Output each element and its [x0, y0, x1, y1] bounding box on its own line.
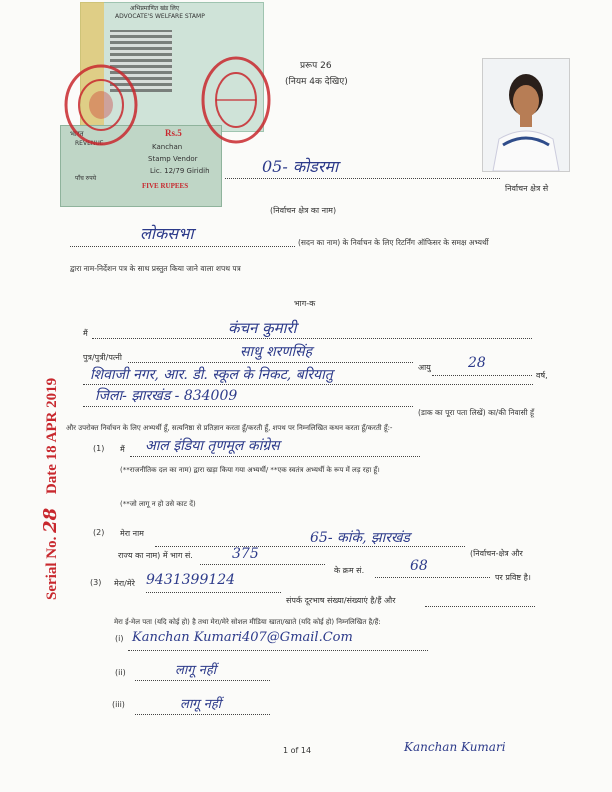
item3-line2: मेरा ई-मेल पता (यदि कोई हो) है तथा मेरा/मेरे सोशल मीडिया खाता/खाते (यदि कोई हो) निम्नलिखित है/हैं:: [114, 618, 381, 626]
notary-seal-left: [62, 62, 140, 148]
item2-serial-dotted-line: [375, 577, 490, 578]
constituency-value: 05- कोडरमा: [262, 157, 339, 176]
name-label: मैं: [83, 329, 88, 338]
constituency-caption: (निर्वाचन क्षेत्र का नाम): [270, 206, 337, 215]
age-suffix: वर्ष,: [536, 371, 548, 380]
sub-iii-dotted-line: [135, 714, 270, 715]
item1-prefix: मैं: [120, 445, 125, 454]
serial-stamp: [40, 378, 61, 600]
house-line2: द्वारा नाम-निर्देशन पत्र के साथ प्रस्तुत किया जाने वाला शपथ पत्र: [70, 264, 241, 273]
oath-line: और उपरोक्त निर्वाचन के लिए अभ्यर्थी हूँ, सत्यनिष्ठा से प्रतिज्ञान करता हूँ/करती हूँ, शपथ पर निम्नलिखित कथन करता हूँ/करती हूँ:-: [66, 424, 393, 432]
date-value: 18 APR 2019: [44, 377, 60, 461]
revenue-stamp-rs: Rs.5: [165, 128, 182, 138]
form-title: प्ररूप 26: [300, 61, 332, 71]
address-caption: (डाक का पूरा पता लिखें) का/की निवासी हूँ: [418, 408, 535, 417]
item3-dotted-line-2: [425, 606, 535, 607]
item2-part-dotted-line: [200, 564, 325, 565]
item2-dotted-line: [155, 546, 465, 547]
item2-suffix: (निर्वाचन-क्षेत्र और: [470, 549, 523, 558]
revenue-stamp-label: REVENUE: [75, 140, 104, 147]
constituency-dotted-line: [225, 178, 500, 179]
house-dotted-line: [70, 246, 295, 247]
item2-constituency: 65- कांके, झारखंड: [310, 530, 410, 546]
item1-number: (1): [93, 444, 105, 453]
address-line1: शिवाजी नगर, आर. डी. स्कूल के निकट, बरियातु: [90, 367, 333, 383]
rule-reference: (नियम 4क देखिए): [285, 77, 348, 87]
age-dotted-line: [432, 375, 532, 376]
stamp-paper-line1: अभिप्रमाणित खंड लिए: [130, 5, 180, 12]
sub-ii-value: लागू नहीं: [175, 663, 217, 678]
item1-dotted-line: [130, 456, 420, 457]
house-text: (सदन का नाम) के निर्वाचन के लिए रिटर्निंग ऑफिसर के समक्ष अभ्यर्थी: [298, 238, 489, 247]
sub-ii-dotted-line: [135, 680, 270, 681]
relation-label: पुत्र/पुत्री/पत्नी: [83, 353, 122, 362]
house-value: लोकसभा: [140, 224, 194, 243]
sub-iii-label: (iii): [112, 700, 125, 709]
item1-strike-note: (**जो लागू न हो उसे काट दें): [120, 500, 196, 508]
item3-text: संपर्क दूरभाष संख्या/संख्याएं है/हैं और: [286, 596, 396, 605]
stamp-paper-line2: ADVOCATE'S WELFARE STAMP: [115, 13, 205, 20]
revenue-stamp-bottom-hi: पाँच रुपये: [75, 175, 97, 182]
item2-part-number: 375: [232, 546, 259, 562]
sub-i-label: (i): [115, 634, 124, 643]
constituency-suffix: निर्वाचन क्षेत्र से: [505, 184, 549, 193]
address-dotted-line1: [83, 384, 533, 385]
serial-label: Serial No.: [44, 536, 60, 600]
item1-note: (**राजनीतिक दल का नाम) द्वारा खड़ा किया गया अभ्यर्थी/ **एक स्वतंत्र अभ्यर्थी के रूप में लड़ रहा हूँ।: [120, 466, 380, 474]
item2-label: मेरा नाम: [120, 529, 144, 538]
age-label: आयु: [418, 363, 431, 372]
item3-number: (3): [90, 578, 102, 587]
stamp-name-line3: Lic. 12/79 Giridih: [150, 167, 210, 175]
page-number: 1 of 14: [283, 746, 312, 755]
candidate-photo: [482, 58, 570, 172]
item3-dotted-line: [146, 592, 281, 593]
name-value: कंचन कुमारी: [228, 319, 297, 337]
relation-value: साधु शरणसिंह: [240, 344, 313, 360]
notary-seal-right: [200, 54, 272, 146]
stamp-name-line1: Kanchan: [152, 143, 183, 151]
address-line2: जिला- झारखंड - 834009: [95, 388, 238, 404]
stamp-name-line2: Stamp Vendor: [148, 155, 198, 163]
item3-phone: 9431399124: [146, 572, 236, 588]
relation-dotted-line: [128, 362, 413, 363]
age-value: 28: [468, 355, 486, 371]
part-title: भाग-क: [294, 299, 316, 308]
item2-state-label: राज्य का नाम) में भाग सं.: [118, 551, 193, 560]
item2-serial-label: के क्रम सं.: [334, 566, 365, 575]
sub-iii-value: लागू नहीं: [180, 697, 222, 712]
sub-ii-label: (ii): [115, 668, 126, 677]
date-label: Date: [44, 464, 60, 495]
revenue-stamp-top: भारत: [70, 130, 84, 138]
photo-portrait: [483, 59, 569, 171]
item3-label: मेरा/मेरे: [114, 579, 135, 588]
serial-number: 28: [40, 507, 61, 533]
address-dotted-line2: [83, 406, 413, 407]
item1-party: आल इंडिया तृणमूल कांग्रेस: [145, 438, 280, 454]
sub-i-value: Kanchan Kumari407@Gmail.Com: [132, 630, 353, 645]
item2-serial-number: 68: [410, 558, 428, 574]
revenue-stamp-bottom-en: FIVE RUPEES: [142, 182, 189, 190]
item2-number: (2): [93, 528, 105, 537]
name-dotted-line: [92, 338, 532, 339]
sub-i-dotted-line: [128, 650, 428, 651]
signature: Kanchan Kumari: [404, 740, 506, 754]
item2-end: पर प्रविष्ट है।: [495, 573, 531, 582]
